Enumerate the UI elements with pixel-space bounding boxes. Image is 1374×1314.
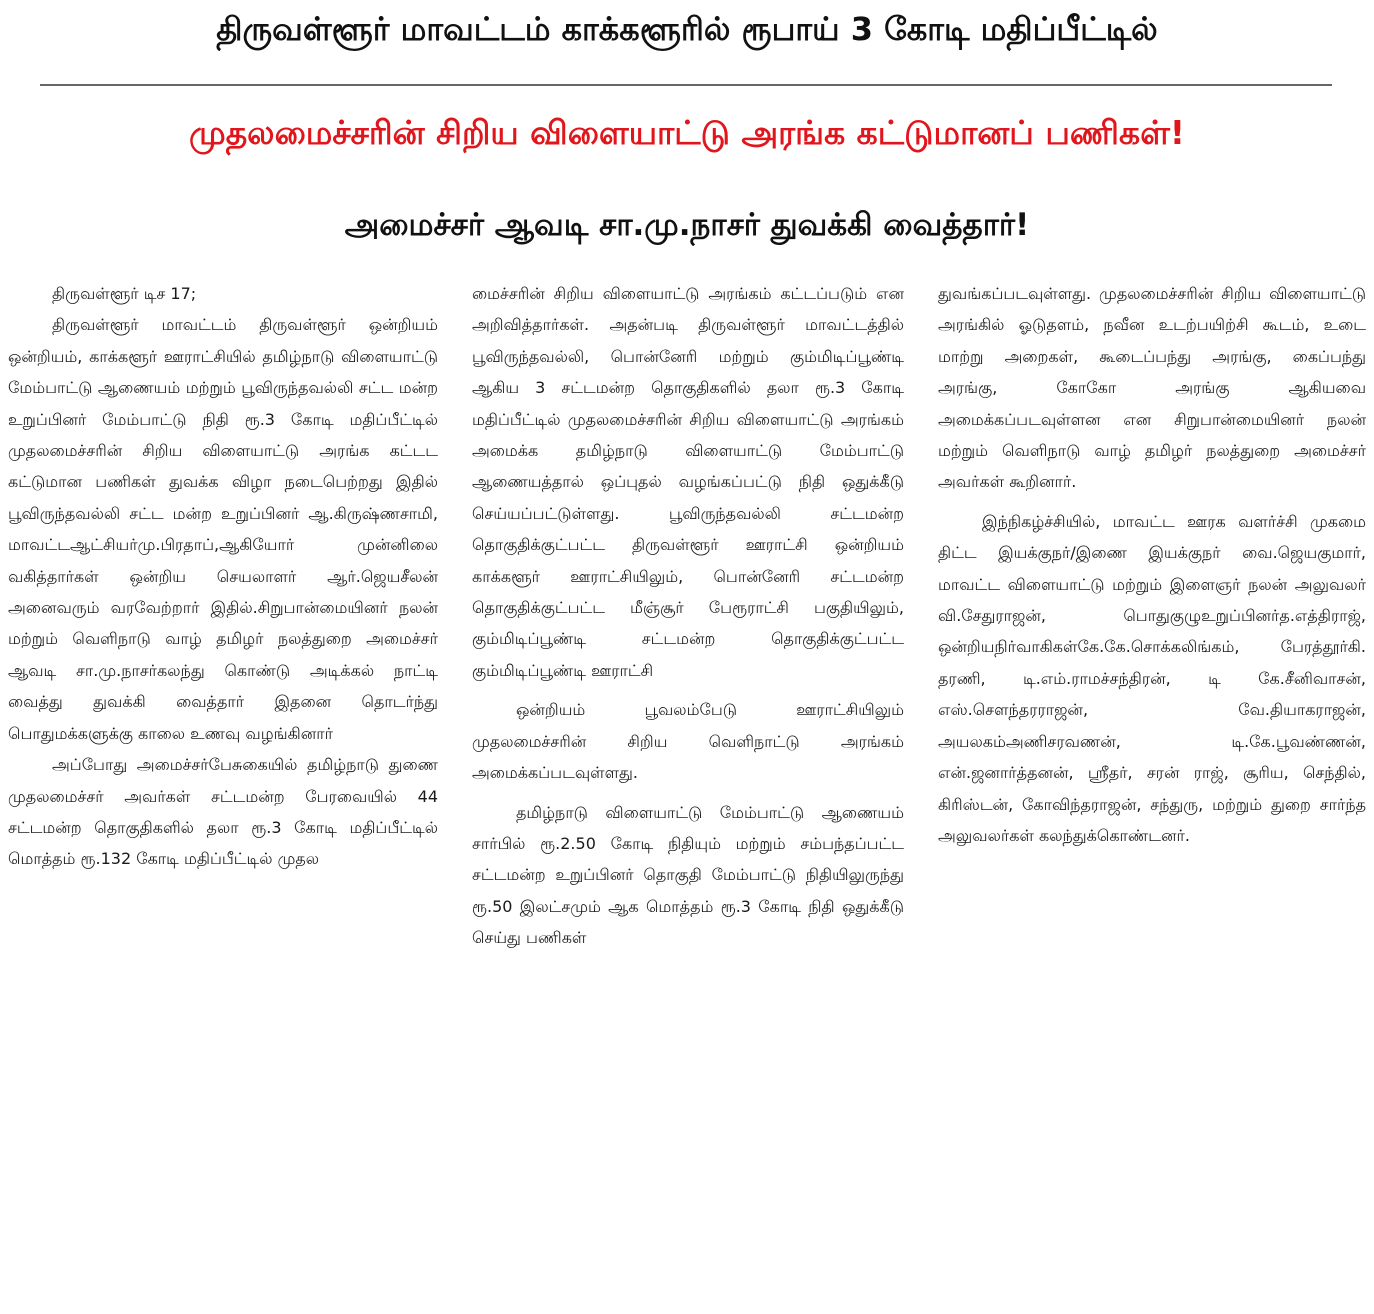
article-column-1 — [8, 278, 438, 1310]
paragraph: திருவள்ளூர் மாவட்டம் திருவள்ளூர் ஒன்றியம் ஒன்றியம், காக்களூர் ஊராட்சியில் தமிழ்நாடு விளையாட்டு மேம்பாட்டு ஆணையம் மற்றும் பூவிருந்தவல்லி சட்ட மன்ற உறுப்பினர் மேம்பாட்டு நிதி ரூ.3 கோடி மதிப்பீட்டில் முதலமைச்சரின் சிறிய விளையாட்டு அரங்க கட்டட கட்டுமான பணிகள் துவக்க விழா நடைபெற்றது இதில் பூவிருந்தவல்லி சட்ட மன்ற உறுப்பினர் ஆ.கிருஷ்ணசாமி, மாவட்டஆட்சியர்மு.பிரதாப்,ஆகியோர் முன்னிலை வகித்தார்கள் ஒன்றிய செயலாளர் ஆர்.ஜெயசீலன் அனைவரும் வரவேற்றார் இதில்.சிறுபான்மையினர் நலன் மற்றும் வெளிநாடு வாழ் தமிழர் நலத்துறை அமைச்சர் ஆவடி சா.மு.நாசர்கலந்து கொண்டு அடிக்கல் நாட்டி வைத்து துவக்கி வைத்தார் இதனை தொடர்ந்து பொதுமக்களுக்கு காலை உணவு வழங்கினார் — [8, 315, 438, 743]
paragraph: மைச்சரின் சிறிய விளையாட்டு அரங்கம் கட்டப்படும் என அறிவித்தார்கள். அதன்படி திருவள்ளூர் மாவட்டத்தில் பூவிருந்தவல்லி, பொன்னேரி மற்றும் கும்மிடிப்பூண்டி ஆகிய 3 சட்டமன்ற தொகுதிகளில் தலா ரூ.3 கோடி மதிப்பீட்டில் முதலமைச்சரின் சிறிய விளையாட்டு அரங்கம் அமைக்க தமிழ்நாடு விளையாட்டு மேம்பாட்டு ஆணையத்தால் ஒப்புதல் வழங்கப்பட்டு நிதி ஒதுக்கீடு செய்யப்பட்டுள்ளது. பூவிருந்தவல்லி சட்டமன்ற தொகுதிக்குட்பட்ட திருவள்ளூர் ஊராட்சி ஒன்றியம் காக்களூர் ஊராட்சியிலும், பொன்னேரி சட்டமன்ற தொகுதிக்குட்பட்ட மீஞ்சூர் பேரூராட்சி பகுதியிலும், கும்மிடிப்பூண்டி சட்டமன்ற தொகுதிக்குட்பட்ட கும்மிடிப்பூண்டி ஊராட்சி — [472, 284, 904, 680]
paragraph: தமிழ்நாடு விளையாட்டு மேம்பாட்டு ஆணையம் சார்பில் ரூ.2.50 கோடி நிதியும் மற்றும் சம்பந்தப்பட்ட சட்டமன்ற உறுப்பினர் தொகுதி மேம்பாட்டு நிதியிலுருந்து ரூ.50 இலட்சமும் ஆக மொத்தம் ரூ.3 கோடி நிதி ஒதுக்கீடு செய்து பணிகள் — [472, 802, 904, 948]
article-column-2 — [472, 278, 904, 1310]
kicker-headline: திருவள்ளூர் மாவட்டம் காக்களூரில் ரூபாய் 3 கோடி மதிப்பீட்டில் — [216, 10, 1158, 48]
paragraph: அப்போது அமைச்சர்பேசுகையில் தமிழ்நாடு துணை முதலமைச்சர் அவர்கள் சட்டமன்ற பேரவையில் 44 சட்டமன்ற தொகுதிகளில் தலா ரூ.3 கோடி மதிப்பீட்டில் மொத்தம் ரூ.132 கோடி மதிப்பீட்டில் முதல — [8, 755, 438, 869]
headline-divider — [40, 84, 1332, 86]
paragraph: ஒன்றியம் பூவலம்பேடு ஊராட்சியிலும் முதலமைச்சரின் சிறிய வெளிநாட்டு அரங்கம் அமைக்கப்படவுள்ளது. — [472, 700, 904, 783]
sub-headline: அமைச்சர் ஆவடி சா.மு.நாசர் துவக்கி வைத்தார்! — [344, 207, 1030, 243]
paragraph: துவங்கப்படவுள்ளது. முதலமைச்சரின் சிறிய விளையாட்டு அரங்கில் ஓடுதளம், நவீன உடற்பயிற்சி கூடம், உடை மாற்று அறைகள், கூடைப்பந்து அரங்கு, கைப்பந்து அரங்கு, கோகோ அரங்கு ஆகியவை அமைக்கப்படவுள்ளன என சிறுபான்மையினர் நலன் மற்றும் வெளிநாடு வாழ் தமிழர் நலத்துறை அமைச்சர் அவர்கள் கூறினார். — [938, 284, 1366, 492]
main-headline: முதலமைச்சரின் சிறிய விளையாட்டு அரங்க கட்டுமானப் பணிகள்! — [189, 113, 1185, 152]
dateline: திருவள்ளூர் டிச 17; — [52, 284, 197, 303]
paragraph: இந்நிகழ்ச்சியில், மாவட்ட ஊரக வளர்ச்சி முகமை திட்ட இயக்குநர்/இணை இயக்குநர் வை.ஜெயகுமார், மாவட்ட விளையாட்டு மற்றும் இளைஞர் நலன் அலுவலர் வி.சேதுராஜன், பொதுகுழுஉறுப்பினர்த.எத்திராஜ், ஒன்றியநிர்வாகிகள்கே.கே.சொக்கலிங்கம், பேரத்தூர்கி. தரணி, டி.எம்.ராமச்சந்திரன், டி கே.சீனிவாசன், எஸ்.சௌந்தரராஜன், வே.தியாகராஜன், அயலகம்அணிசரவணன், டி.கே.பூவண்ணன், என்.ஜனார்த்தனன், ஸ்ரீதர், சரன் ராஜ், சூரிய, செந்தில், கிரிஸ்டன், கோவிந்தராஜன், சந்துரு, மற்றும் துறை சார்ந்த அலுவலர்கள் கலந்துக்கொண்டனர். — [938, 511, 1366, 845]
article-column-3 — [938, 278, 1366, 1310]
